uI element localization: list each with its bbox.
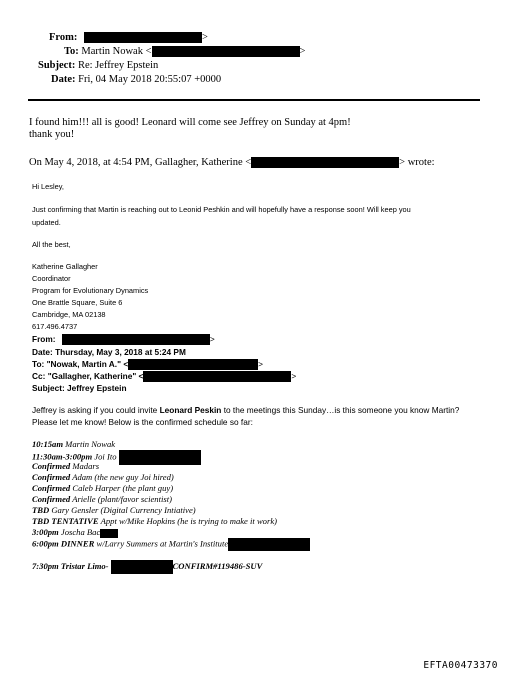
redaction-block <box>251 157 399 168</box>
limo-confirm: CONFIRM#119486-SUV <box>172 560 263 571</box>
q2-body-1-bold: Leonard Peskin <box>159 405 222 415</box>
date-label: Date: <box>51 74 76 85</box>
q2-cc-label: Cc: <box>32 371 46 381</box>
q2-date-label: Date: <box>32 347 53 357</box>
reply-line-2: thank you! <box>29 129 75 140</box>
gt-mark: > <box>291 371 297 381</box>
date-text: Fri, 04 May 2018 20:55:07 +0000 <box>78 74 222 85</box>
sig-line: One Brattle Square, Suite 6 <box>32 298 123 307</box>
q2-subject-label: Subject: <box>32 383 65 393</box>
redaction-block <box>100 529 118 538</box>
sig-line: Coordinator <box>32 274 71 283</box>
q2-cc-text: "Gallagher, Katherine" < <box>47 371 144 381</box>
q2-from-row <box>32 334 215 345</box>
greeting: Hi Lesley, <box>32 182 64 191</box>
sig-line: Katherine Gallagher <box>32 262 98 271</box>
schedule-time: TBD TENTATIVE <box>32 516 99 526</box>
schedule-time: Confirmed <box>32 461 71 471</box>
from-label: From: <box>49 32 78 43</box>
redaction-block <box>152 46 300 57</box>
schedule-row <box>32 505 196 515</box>
schedule-time: TBD <box>32 505 50 515</box>
schedule-row <box>32 472 174 482</box>
redaction-block <box>128 359 258 370</box>
redaction-block <box>84 32 202 43</box>
limo-label: 7:30pm Tristar Limo- <box>32 560 109 571</box>
schedule-row <box>32 461 99 471</box>
schedule-row <box>32 527 118 538</box>
schedule-text: Caleb Harper (the plant guy) <box>70 483 174 493</box>
q2-body-1-post: to the meetings this Sunday…is this someone you know Martin? <box>221 405 460 415</box>
q2-body-1-pre: Jeffrey is asking if you could invite <box>32 405 160 415</box>
reply-line-1: I found him!!! all is good! Leonard will come see Jeffrey on Sunday at 4pm! <box>29 117 351 128</box>
schedule-row <box>32 483 173 493</box>
quote1-body-1: Just confirming that Martin is reaching out to Leonid Peshkin and will hopefully have a response soon! Will keep you <box>32 205 411 214</box>
schedule-row <box>32 538 310 551</box>
schedule-text: Adam (the new guy Joi hired) <box>70 472 174 482</box>
subject-label: Subject: <box>38 60 76 71</box>
limo-row <box>32 560 262 574</box>
q2-to-row <box>32 359 263 370</box>
subject-text: Re: Jeffrey Epstein <box>77 60 159 71</box>
schedule-text: Gary Gensler (Digital Currency Intiative) <box>49 505 196 515</box>
subject-row <box>38 60 158 71</box>
schedule-row <box>32 439 115 449</box>
q2-to-label: To: <box>32 359 45 369</box>
quote-intro-end: > wrote: <box>399 157 435 168</box>
quote-intro <box>29 157 435 168</box>
schedule-text: Martin Nowak <box>63 439 116 449</box>
schedule-time: Confirmed <box>32 494 71 504</box>
sig-line: 617.496.4737 <box>32 322 78 331</box>
closing: All the best, <box>32 240 71 249</box>
schedule-time: 3:00pm <box>32 527 59 537</box>
gt-mark: > <box>209 334 215 344</box>
to-label: To: <box>64 46 79 57</box>
gt-mark: > <box>202 32 208 43</box>
schedule-time: 11:30am-3:00pm <box>32 451 93 462</box>
gt-mark: > <box>258 359 264 369</box>
q2-body-1 <box>32 405 459 415</box>
quote-intro-text: On May 4, 2018, at 4:54 PM, Gallagher, Katherine < <box>29 157 252 168</box>
schedule-text: Joi Ito <box>92 451 117 462</box>
schedule-text: Appt w/Mike Hopkins (he is trying to make it work) <box>98 516 277 526</box>
redaction-block <box>119 450 201 465</box>
schedule-row <box>32 516 277 526</box>
q2-date-row <box>32 347 186 357</box>
redaction-block <box>62 334 210 345</box>
schedule-time: Confirmed <box>32 472 71 482</box>
gt-mark: > <box>299 46 306 57</box>
q2-cc-row <box>32 371 296 382</box>
from-row <box>49 32 208 43</box>
schedule-text: Madars <box>70 461 100 471</box>
schedule-time: 6:00pm DINNER <box>32 538 95 549</box>
to-name: Martin Nowak < <box>81 46 152 57</box>
q2-to-text: "Nowak, Martin A." < <box>46 359 129 369</box>
sig-line: Program for Evolutionary Dynamics <box>32 286 149 295</box>
redaction-block <box>143 371 291 382</box>
quote1-body-2: updated. <box>32 218 61 227</box>
schedule-row <box>32 494 172 504</box>
to-row <box>64 46 305 57</box>
q2-body-2: Please let me know! Below is the confirmed schedule so far: <box>32 417 253 427</box>
redaction-block <box>111 560 173 574</box>
redaction-block <box>228 538 310 551</box>
document-id: EFTA00473370 <box>423 660 498 671</box>
q2-date-text: Thursday, May 3, 2018 at 5:24 PM <box>55 347 186 357</box>
q2-subject-text: Jeffrey Epstein <box>67 383 127 393</box>
header-rule <box>28 99 480 101</box>
q2-from-label: From: <box>32 334 56 344</box>
schedule-time: 10:15am <box>32 439 64 449</box>
schedule-text: Arielle (plant/favor scientist) <box>70 494 172 504</box>
q2-subject-row <box>32 383 127 393</box>
schedule-time: Confirmed <box>32 483 71 493</box>
sig-line: Cambridge, MA 02138 <box>32 310 106 319</box>
schedule-text: w/Larry Summers at Martin's Institute <box>94 538 229 549</box>
schedule-text: Joscha Bac <box>58 527 101 537</box>
date-row <box>51 74 221 85</box>
